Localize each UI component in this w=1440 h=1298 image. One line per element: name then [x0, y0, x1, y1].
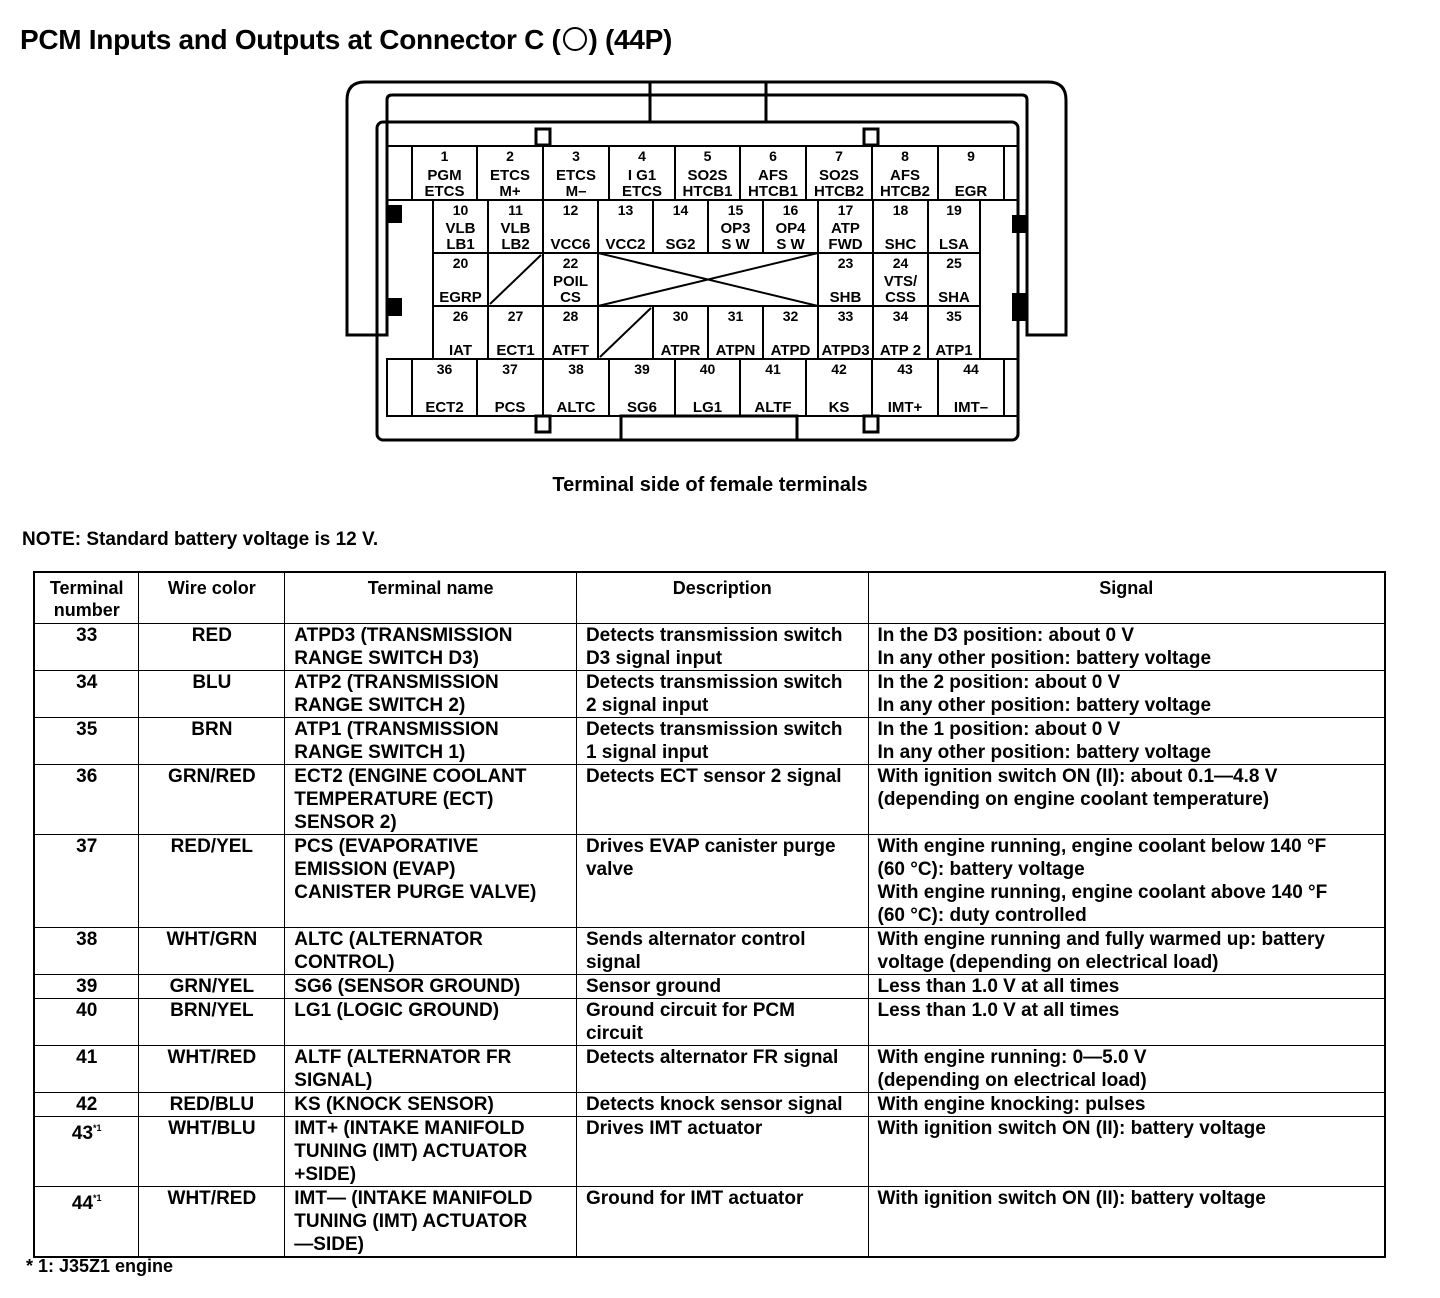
- terminal-number-43: 43: [897, 361, 913, 377]
- cell-terminal-name: ECT2 (ENGINE COOLANT TEMPERATURE (ECT) SENSOR 2): [285, 765, 577, 835]
- terminal-label-35: ATP1: [935, 342, 973, 359]
- cell-terminal-number: 34: [34, 671, 139, 718]
- cell-terminal-number: 39: [34, 975, 139, 999]
- cell-wire-color: WHT/GRN: [139, 928, 285, 975]
- terminal-number-22: 22: [562, 255, 579, 271]
- terminal-number-35: 35: [946, 308, 962, 324]
- terminal-label-41: ALTF: [754, 399, 792, 416]
- cell-signal: In the 2 position: about 0 V In any other position: battery voltage: [868, 671, 1385, 718]
- cell-wire-color: WHT/RED: [139, 1187, 285, 1258]
- table-row: [34, 718, 1385, 765]
- note-text: NOTE: Standard battery voltage is 12 V.: [22, 529, 379, 550]
- cell-terminal-name: ATP1 (TRANSMISSION RANGE SWITCH 1): [285, 718, 577, 765]
- cell-terminal-name: IMT+ (INTAKE MANIFOLD TUNING (IMT) ACTUATOR +SIDE): [285, 1117, 577, 1187]
- cell-wire-color: BRN: [139, 718, 285, 765]
- cell-terminal-name: ALTF (ALTERNATOR FR SIGNAL): [285, 1046, 577, 1093]
- cell-signal: Less than 1.0 V at all times: [868, 975, 1385, 999]
- cavity-row1-right: [1004, 146, 1018, 200]
- diagram-caption: Terminal side of female terminals: [552, 474, 868, 496]
- terminal-label-10-top: VLB: [445, 220, 476, 237]
- terminal-label-20: EGRP: [439, 289, 482, 306]
- terminal-number-17: 17: [837, 202, 854, 218]
- terminal-number-9: 9: [967, 148, 975, 164]
- cell-terminal-name: ALTC (ALTERNATOR CONTROL): [285, 928, 577, 975]
- header-terminal-number: Terminal number: [34, 572, 139, 624]
- terminal-number-3: 3: [572, 148, 580, 164]
- cell-terminal-name: KS (KNOCK SENSOR): [285, 1093, 577, 1117]
- terminal-number-30: 30: [672, 308, 689, 324]
- terminal-label-10: LB1: [446, 236, 475, 253]
- key-tab-bottom-right: [864, 416, 878, 432]
- terminal-label-8: HTCB2: [879, 183, 931, 200]
- lock-tab-left-lower: [388, 298, 402, 316]
- cell-description: Detects ECT sensor 2 signal: [576, 765, 868, 835]
- terminal-label-2: M+: [499, 183, 521, 200]
- cell-terminal-number: 43$^{*1}$: [34, 1117, 139, 1187]
- terminal-label-9: EGR: [954, 183, 988, 200]
- terminal-label-22: CS: [560, 289, 581, 306]
- terminal-label-5: HTCB1: [682, 183, 733, 200]
- key-tab-top-left: [536, 129, 550, 145]
- lock-tab-left-upper: [388, 205, 402, 223]
- cell-wire-color: RED: [139, 624, 285, 671]
- header-description: Description: [576, 572, 868, 624]
- connector-diagram: [0, 0, 1440, 470]
- connector-top-latch: [650, 82, 766, 122]
- cell-wire-color: GRN/RED: [139, 765, 285, 835]
- cell-wire-color: GRN/YEL: [139, 975, 285, 999]
- key-tab-top-right: [864, 129, 878, 145]
- cavity-row5-left: [387, 359, 412, 416]
- cell-terminal-number: 36: [34, 765, 139, 835]
- cell-terminal-number: 42: [34, 1093, 139, 1117]
- terminal-number-23: 23: [837, 255, 854, 271]
- terminal-number-16: 16: [782, 202, 799, 218]
- table-header-row: [34, 572, 1385, 624]
- terminal-label-38: ALTC: [556, 399, 596, 416]
- table-row: [34, 1187, 1385, 1258]
- terminal-label-37: PCS: [494, 399, 526, 416]
- terminal-number-20: 20: [452, 255, 469, 271]
- cell-signal: With ignition switch ON (II): about 0.1—4.8 V (depending on engine coolant temperature): [868, 765, 1385, 835]
- cell-wire-color: BLU: [139, 671, 285, 718]
- terminal-label-7: HTCB2: [813, 183, 865, 200]
- terminal-label-4: ETCS: [621, 183, 663, 200]
- cell-description: Detects transmission switch 2 signal input: [576, 671, 868, 718]
- table-row: [34, 671, 1385, 718]
- table-row: [34, 999, 1385, 1046]
- terminal-number-40: 40: [699, 361, 716, 377]
- terminal-label-32: ATPD: [770, 342, 811, 359]
- terminal-number-27: 27: [507, 308, 524, 324]
- terminal-label-25: SHA: [938, 289, 970, 306]
- footnote-marker: *1: [93, 1193, 102, 1203]
- cell-signal: With engine running and fully warmed up: battery voltage (depending on electrical load): [868, 928, 1385, 975]
- table-row: [34, 765, 1385, 835]
- cell-signal: With ignition switch ON (II): battery voltage: [868, 1117, 1385, 1187]
- terminal-number-1: 1: [440, 148, 449, 164]
- terminal-label-23: SHB: [829, 289, 862, 306]
- cell-terminal-name: LG1 (LOGIC GROUND): [285, 999, 577, 1046]
- terminal-number-25: 25: [946, 255, 962, 271]
- terminal-number-5: 5: [703, 148, 712, 164]
- cell-wire-color: WHT/RED: [139, 1046, 285, 1093]
- cell-description: Detects transmission switch D3 signal input: [576, 624, 868, 671]
- terminal-label-28: ATFT: [551, 342, 590, 359]
- terminal-label-4-top: I G1: [627, 167, 657, 184]
- terminal-number-38: 38: [568, 361, 584, 377]
- table-row: [34, 928, 1385, 975]
- terminal-number-36: 36: [436, 361, 453, 377]
- terminal-label-5-top: SO2S: [687, 167, 728, 184]
- terminal-label-15-top: OP3: [720, 220, 751, 237]
- table-row: [34, 1117, 1385, 1187]
- terminal-label-2-top: ETCS: [489, 167, 531, 184]
- footnote-marker: *1: [93, 1123, 102, 1133]
- terminal-label-26: IAT: [448, 342, 473, 359]
- unused-slash-29: [600, 308, 651, 357]
- header-wire-color: Wire color: [139, 572, 285, 624]
- terminal-number-44: 44: [963, 361, 979, 377]
- terminal-label-6-top: AFS: [758, 167, 788, 184]
- terminal-number-32: 32: [782, 308, 799, 324]
- terminal-label-17: FWD: [828, 236, 863, 253]
- terminal-label-1: ETCS: [424, 183, 465, 200]
- terminal-number-28: 28: [562, 308, 579, 324]
- terminal-label-11-top: VLB: [500, 220, 531, 237]
- cell-wire-color: BRN/YEL: [139, 999, 285, 1046]
- key-tab-bottom-left: [536, 416, 550, 432]
- terminal-number-8: 8: [901, 148, 909, 164]
- terminal-number-42: 42: [831, 361, 847, 377]
- cell-description: Drives EVAP canister purge valve: [576, 835, 868, 928]
- table-row: [34, 1093, 1385, 1117]
- cavity-row1-left: [387, 146, 412, 200]
- table-row: [34, 624, 1385, 671]
- terminal-number-37: 37: [502, 361, 518, 377]
- terminal-label-13: VCC2: [605, 236, 646, 253]
- cell-terminal-name: PCS (EVAPORATIVE EMISSION (EVAP) CANISTER PURGE VALVE): [285, 835, 577, 928]
- cell-terminal-name: SG6 (SENSOR GROUND): [285, 975, 577, 999]
- cell-description: Detects alternator FR signal: [576, 1046, 868, 1093]
- terminal-number-41: 41: [765, 361, 781, 377]
- header-signal: Signal: [868, 572, 1385, 624]
- cell-signal: With engine knocking: pulses: [868, 1093, 1385, 1117]
- terminal-number-7: 7: [835, 148, 843, 164]
- terminal-label-7-top: SO2S: [818, 167, 860, 184]
- terminal-label-24: CSS: [885, 289, 916, 306]
- cell-signal: Less than 1.0 V at all times: [868, 999, 1385, 1046]
- unused-slash-21: [490, 255, 541, 304]
- cell-terminal-number: 37: [34, 835, 139, 928]
- cell-description: Detects knock sensor signal: [576, 1093, 868, 1117]
- terminal-label-8-top: AFS: [890, 167, 920, 184]
- terminal-label-19: LSA: [939, 236, 969, 253]
- terminal-label-43: IMT+: [887, 399, 923, 416]
- cell-wire-color: RED/BLU: [139, 1093, 285, 1117]
- terminal-label-30: ATPR: [660, 342, 701, 359]
- table-row: [34, 1046, 1385, 1093]
- cavity-row5-right: [1004, 359, 1018, 416]
- terminal-label-42: KS: [828, 399, 850, 416]
- terminal-number-31: 31: [727, 308, 744, 324]
- terminal-label-18: SHC: [884, 236, 917, 253]
- lock-tab-right-upper: [1012, 215, 1026, 233]
- cell-terminal-name: IMT— (INTAKE MANIFOLD TUNING (IMT) ACTUATOR —SIDE): [285, 1187, 577, 1258]
- page-title: PCM Inputs and Outputs at Connector C ( ) (44P): [20, 24, 672, 55]
- terminal-number-34: 34: [892, 308, 909, 324]
- terminal-number-26: 26: [452, 308, 469, 324]
- cell-terminal-number: 35: [34, 718, 139, 765]
- terminal-label-15: S W: [721, 236, 750, 253]
- cell-terminal-number: 38: [34, 928, 139, 975]
- terminal-label-31: ATPN: [715, 342, 756, 359]
- footnote: * 1: J35Z1 engine: [26, 1256, 174, 1276]
- connector-bottom-tab: [621, 416, 797, 440]
- terminal-label-27: ECT1: [496, 342, 535, 359]
- terminal-number-2: 2: [506, 148, 514, 164]
- terminal-label-44: IMT–: [953, 399, 989, 416]
- terminal-label-16-top: OP4: [775, 220, 806, 237]
- terminal-number-19: 19: [946, 202, 962, 218]
- terminal-label-16: S W: [776, 236, 805, 253]
- terminal-label-34: ATP 2: [879, 342, 922, 359]
- terminal-label-12: VCC6: [550, 236, 591, 253]
- cell-terminal-number: 41: [34, 1046, 139, 1093]
- cell-description: Drives IMT actuator: [576, 1117, 868, 1187]
- cell-wire-color: RED/YEL: [139, 835, 285, 928]
- terminal-number-39: 39: [634, 361, 650, 377]
- cell-description: Sends alternator control signal: [576, 928, 868, 975]
- cell-terminal-number: 33: [34, 624, 139, 671]
- header-terminal-name: Terminal name: [285, 572, 577, 624]
- cell-description: Ground for IMT actuator: [576, 1187, 868, 1258]
- terminal-label-39: SG6: [626, 399, 658, 416]
- cell-terminal-name: ATP2 (TRANSMISSION RANGE SWITCH 2): [285, 671, 577, 718]
- table-row: [34, 835, 1385, 928]
- terminal-label-3-top: ETCS: [555, 167, 597, 184]
- terminal-number-14: 14: [672, 202, 689, 218]
- terminal-label-17-top: ATP: [831, 220, 860, 237]
- cell-signal: In the 1 position: about 0 V In any other position: battery voltage: [868, 718, 1385, 765]
- terminal-number-6: 6: [769, 148, 777, 164]
- terminal-number-12: 12: [562, 202, 579, 218]
- cell-terminal-number: 44$^{*1}$: [34, 1187, 139, 1258]
- terminal-number-4: 4: [638, 148, 646, 164]
- cell-terminal-number: 40: [34, 999, 139, 1046]
- terminal-label-3: M–: [565, 183, 587, 200]
- terminal-label-40: LG1: [692, 399, 723, 416]
- cell-description: Detects transmission switch 1 signal input: [576, 718, 868, 765]
- cell-description: Sensor ground: [576, 975, 868, 999]
- cell-terminal-name: ATPD3 (TRANSMISSION RANGE SWITCH D3): [285, 624, 577, 671]
- cell-description: Ground circuit for PCM circuit: [576, 999, 868, 1046]
- terminal-number-18: 18: [892, 202, 909, 218]
- terminal-number-24: 24: [892, 255, 909, 271]
- terminal-label-6: HTCB1: [747, 183, 799, 200]
- terminal-label-33: ATPD3: [821, 342, 870, 359]
- terminal-label-11: LB2: [501, 236, 530, 253]
- cell-signal: With ignition switch ON (II): battery voltage: [868, 1187, 1385, 1258]
- cell-wire-color: WHT/BLU: [139, 1117, 285, 1187]
- terminal-number-11: 11: [508, 202, 523, 218]
- terminal-label-36: ECT2: [425, 399, 464, 416]
- cell-signal: With engine running: 0—5.0 V (depending on electrical load): [868, 1046, 1385, 1093]
- cell-signal: With engine running, engine coolant below 140 °F (60 °C): battery voltage With engine running, engine coolant above 140 °F (60 °C): duty controlled: [868, 835, 1385, 928]
- terminal-label-14: SG2: [665, 236, 696, 253]
- lock-tab-right-lower: [1012, 293, 1026, 321]
- cell-signal: In the D3 position: about 0 V In any other position: battery voltage: [868, 624, 1385, 671]
- terminal-number-10: 10: [452, 202, 469, 218]
- terminal-number-13: 13: [617, 202, 634, 218]
- signal-table: [33, 571, 1386, 1258]
- terminal-label-1-top: PGM: [427, 167, 462, 184]
- terminal-label-22-top: POIL: [552, 273, 589, 290]
- table-row: [34, 975, 1385, 999]
- terminal-number-15: 15: [727, 202, 744, 218]
- terminal-label-24-top: VTS/: [883, 273, 918, 290]
- terminal-number-33: 33: [837, 308, 854, 324]
